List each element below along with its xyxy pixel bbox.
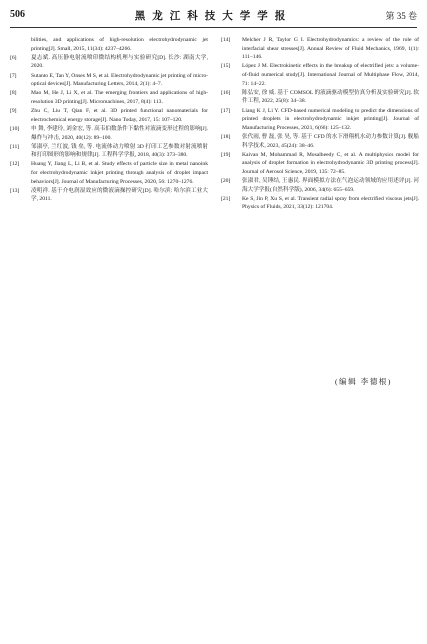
reference-text: Kaivan M, Mohammad R, Mosalheedy C, et al. A multiphysics model for analysis of droplet formation in electrohydrodynamic 3D printing process[J]. Journal of Aerosol Science, 2019, 135: 72–85. [242,151,419,175]
reference-number: [18] [221,133,231,140]
reference-number: [14] [221,37,231,43]
volume-label: 第 35 卷 [385,11,417,21]
reference-item [10,89,208,106]
reference-item [221,107,419,133]
reference-text: 邹淑亭, 兰红波, 钱 垒, 等. 电流体动力喷射 3D 打印工艺参数对射流喷射和打印图形的影响和规律[J]. 工程科学学报, 2018, 40(3): 373–380. [31,143,208,159]
reference-text: López J M. Electrokinetic effects in the breakup of electrified jets: a volume-of-fluid numerical study[J]. International Journal of Multiphase Flow, 2014, 71: 14–22. [242,63,419,87]
reference-text: 陈弘安, 徐 威. 基于 COMSOL 的液滴驱动模型仿真分析及实验研究[J]. 软件工程, 2022, 25(8): 34–38. [242,89,419,105]
reference-number: [11] [10,143,20,150]
page-number: 506 [10,9,25,20]
reference-item [10,107,208,124]
reference-item [221,177,419,194]
reference-text: Huang Y, Jiang L, Li B, et al. Study effects of particle size in metal nanoink for electrohydrodynamic inkjet printing through analysis of droplet impact behaviors[J]. Journal of Manufacturing Processes, 2020, 56: 1270–1276. [31,161,208,185]
references-right-column [221,36,419,213]
header-rule [10,27,417,28]
reference-number: [20] [221,178,231,185]
reference-item [10,54,208,71]
reference-text: 张淑君, 吴锤结, 王惠民. 界面模拟方法在气泡运动领域的应用述评[J]. 河海大学学报(自然科学版), 2006, 34(6): 655–659. [242,178,419,193]
reference-number: [7] [10,72,17,79]
reference-item [10,36,208,53]
reference-text: Zhu C, Liu T, Qian F, et al. 3D printed functional nanomaterials for electrochemical energy storage[J]. Nano Today, 2017, 15: 107–120. [31,108,208,123]
reference-number: [8] [10,90,17,97]
reference-text: 凌明祥. 基于介电润湿效应的微液滴操控研究[D]. 哈尔滨: 哈尔滨工业大学, 2011. [31,187,208,203]
reference-text: Melcher J R, Taylor G I. Electrohydrodynamics: a review of the role of interfacial shear stresses[J]. Annual Review of Fluid Mechanics, 1969, 1(1): 111–146. [242,37,419,61]
reference-number: [16] [221,89,231,96]
reference-text: Ke S, Jin P, Xu S, et al. Transient radial spray from electrified viscous jets[J]. Physics of Fluids, 2021, 33(12): 121704. [242,195,419,211]
reference-number: [17] [221,107,231,114]
reference-item [221,89,419,106]
reference-number: [6] [10,54,17,61]
reference-item [10,125,208,142]
reference-text: 张代雨, 曹 磊, 张 昊, 等. 基于 CFD 的水下滑翔机水动力参数计算[J]. 舰船科学技术, 2023, 45(24): 38–46. [242,133,419,149]
reference-number: [9] [10,108,17,115]
reference-number: [13] [10,187,20,194]
reference-text: Sutanto E, Tan Y, Onses M S, et al. Electrohydrodynamic jet printing of micro-optical devices[J]. Manufacturing Letters, 2014, 2(1): 4–7. [31,72,208,88]
reference-item [10,72,208,89]
reference-number: [15] [221,63,231,70]
editor-credit: (编辑 李德根) [335,377,392,386]
reference-item [221,36,419,62]
reference-text: Mao M, He J, Li X, et al. The emerging frontiers and applications of high-resolution 3D printing[J]. Micromachines, 2017, 8(4): 113. [31,90,208,105]
reference-text: 申 舞, 李建玲, 刘金宏, 等. 高韦伯数条件下黏性对液滴变形过程的影响[J]. 爆炸与冲击, 2020, 40(12): 89–100. [31,125,208,141]
reference-text: Liang K J, Li Y. CFD-based numerical modeling to predict the dimensions of printed droplets in electrohydrodynamic inkjet printing[J]. Journal of Manufacturing Processes, 2021, 6(66): 125–132. [242,107,419,131]
reference-text: 夏志斌. 高压静电射流喷印微结构机理与实验研究[D]. 长沙: 湖南大学, 2020. [31,54,208,70]
reference-number: [21] [221,195,231,202]
reference-item [10,160,208,186]
reference-item [10,187,208,204]
references-left-column [10,36,208,205]
reference-text: bilities, and applications of high-resolution electrohydrodynamic jet printing[J]. Small, 2015, 11(34): 4237–4266. [31,37,208,52]
reference-number: [19] [221,151,231,158]
reference-item [221,133,419,150]
reference-item [221,62,419,88]
reference-item [10,143,208,160]
reference-item [221,151,419,177]
reference-number: [12] [10,161,20,168]
reference-item [221,195,419,212]
page-header [10,8,417,24]
reference-number: [10] [10,125,20,132]
journal-title: 黑龙江科技大学学报 [134,11,293,22]
